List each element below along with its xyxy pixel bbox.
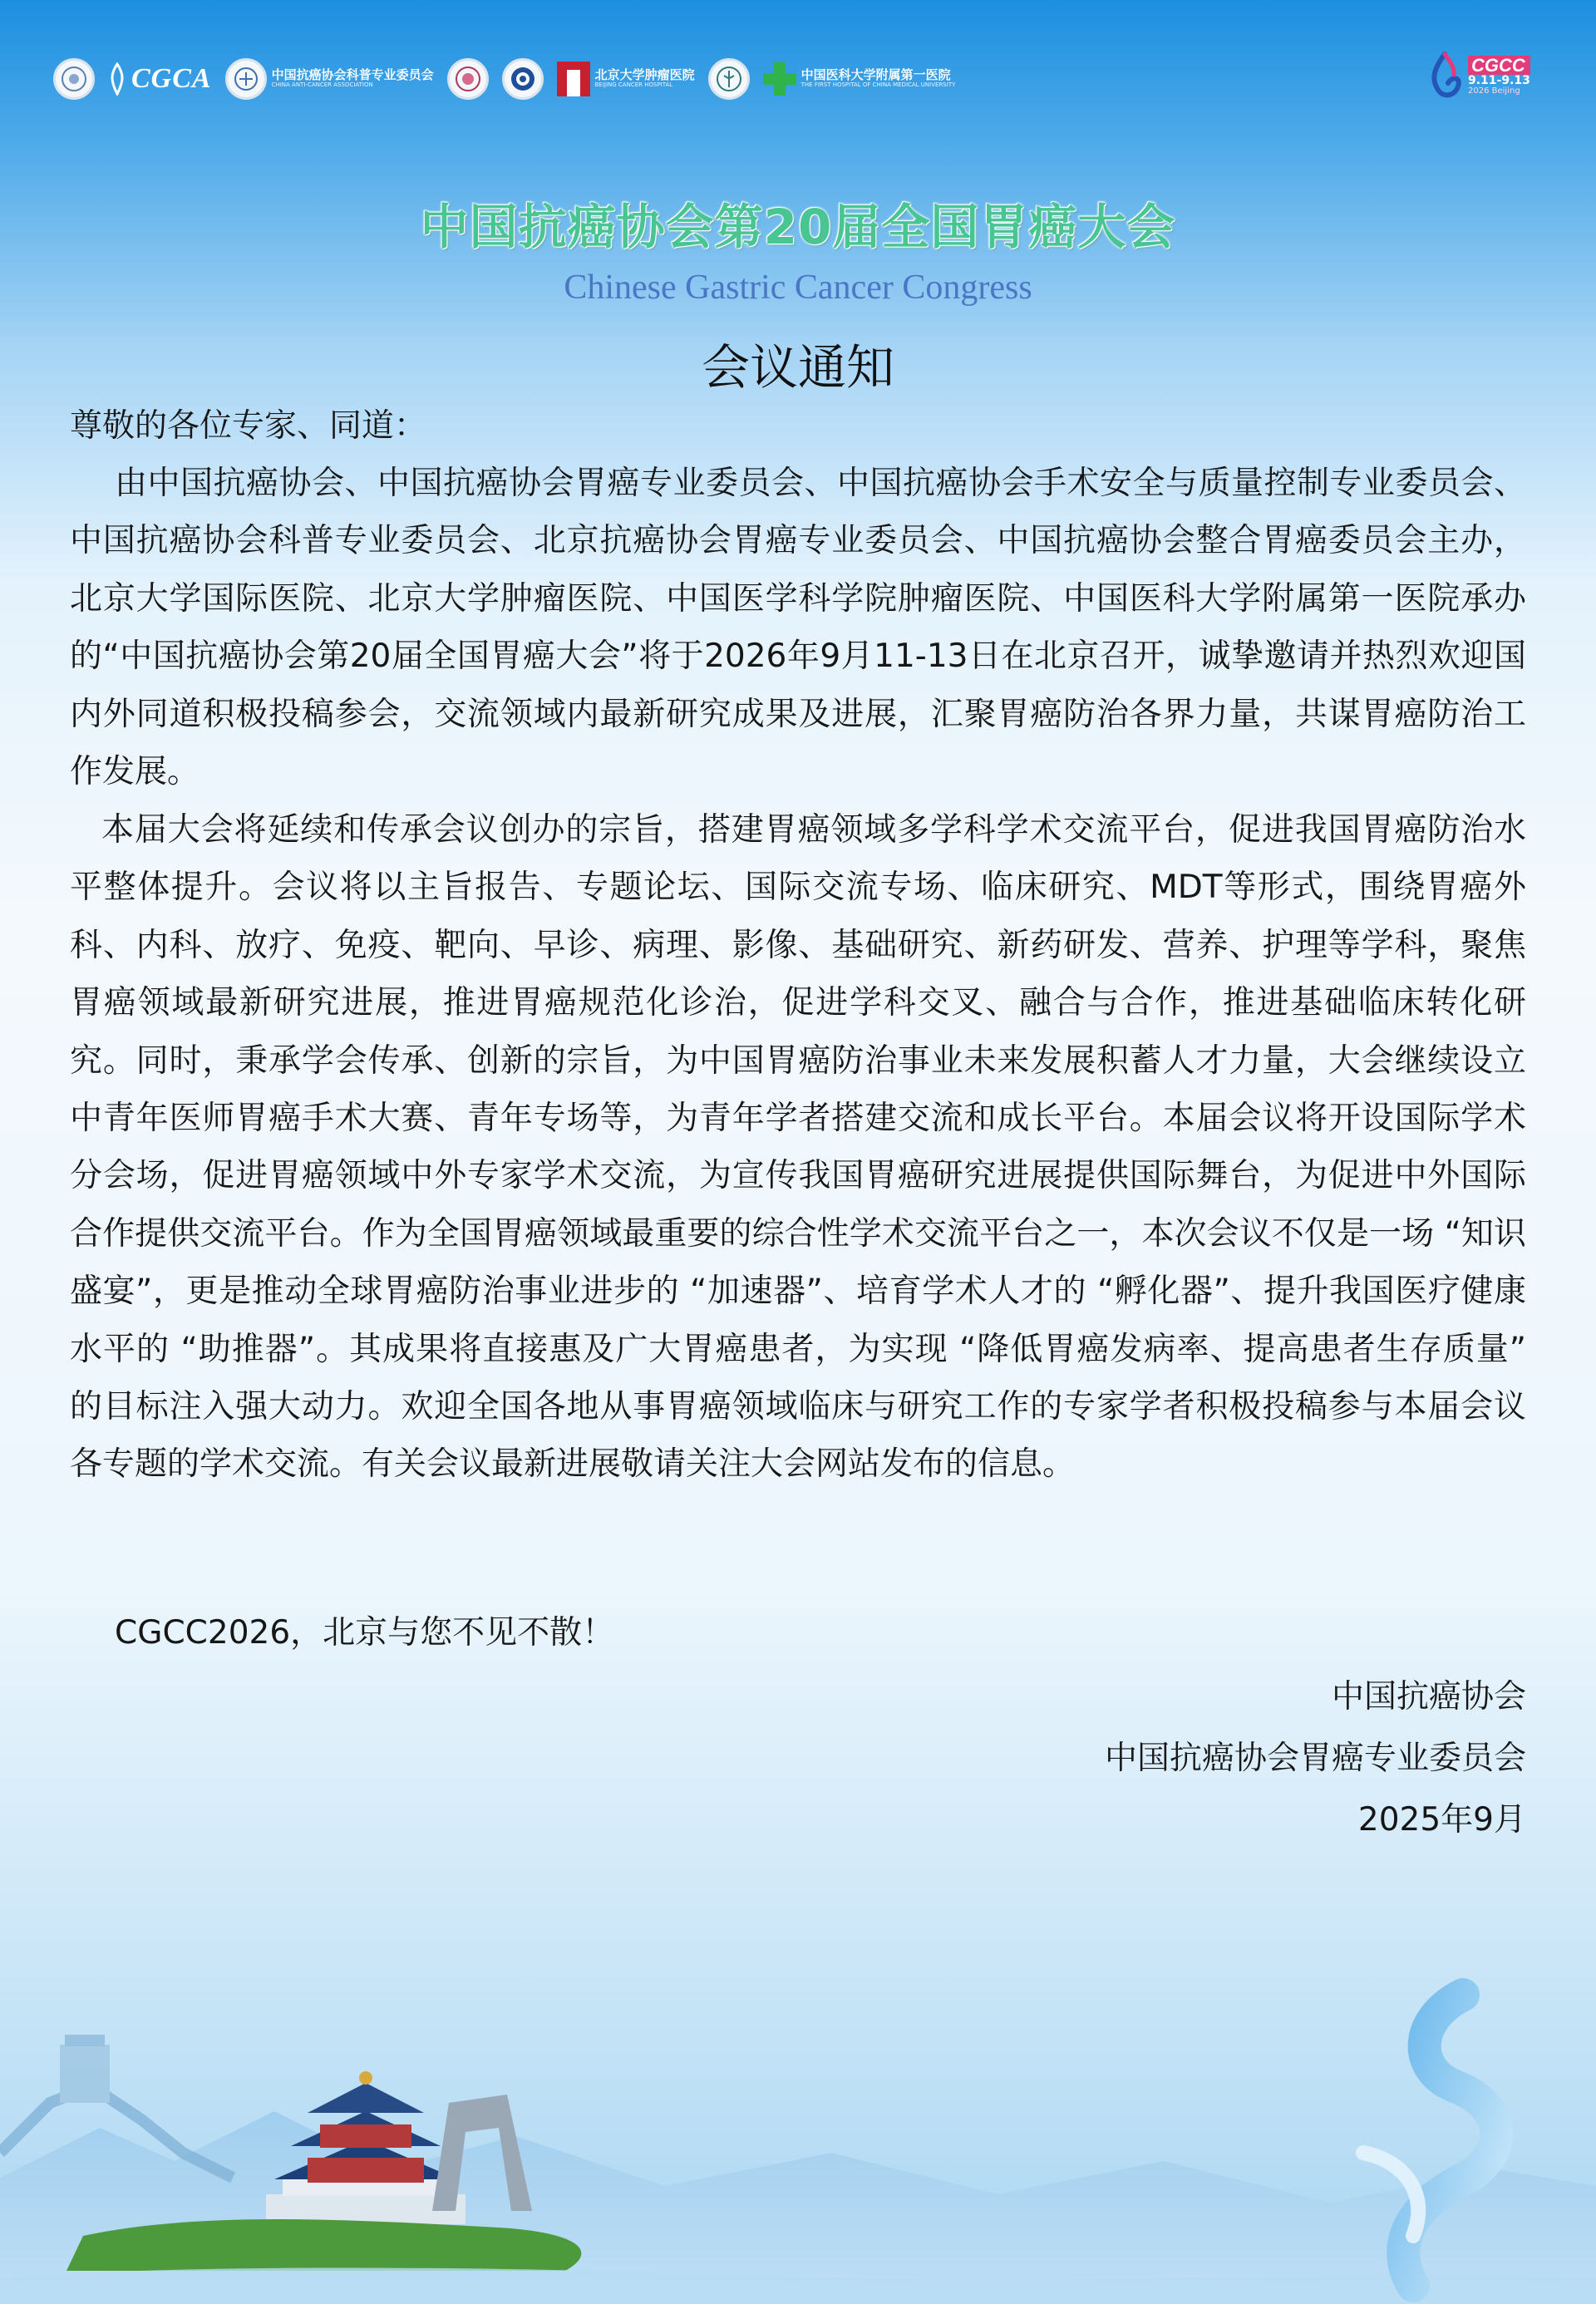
bch-cn: 北京大学肿瘤医院 [594,67,695,83]
cgcc-dates: 9.11-9.13 [1468,73,1530,87]
beijing-landmarks-illustration [0,1962,1596,2304]
paragraph-2: 本届大会将延续和传承会议创办的宗旨，搭建胃癌领域多学科学术交流平台，促进我国胃癌防治水平整体提升。会议将以主旨报告、专题论坛、国际交流专场、临床研究、MDT等形式，围绕胃癌外科、内科、放疗、免疫、靶向、早诊、病理、影像、基础研究、新药研发、营养、护理等学科，聚焦胃癌领域最新研究进展，推进胃癌规范化诊治，促进学科交叉、融合与合作，推进基础临床转化研究。同时，秉承学会传承、创新的宗旨，为中国胃癌防治事业未来发展积蓄人才力量，大会继续设立中青年医师胃癌手术大赛、青年专场等，为青年学者搭建交流和成长平台。本届会议将开设国际学术分会场，促进胃癌领域中外专家学术交流，为宣传我国胃癌研究进展提供国际舞台，为促进中外国际合作提供交流平台。作为全国胃癌领域最重要的综合性学术交流平台之一，本次会议不仅是一场 “知识盛宴”，更是推动全球胃癌防治事业进步的 “加速器”、培育学术人才的 “孵化器”、提升我国医疗健康水平的 “助推器”。其成果将直接惠及广大胃癌患者，为实现 “降低胃癌发病率、提高患者生存质量” 的目标注入强大动力。欢迎全国各地从事胃癌领域临床与研究工作的专家学者积极投稿参与本届会议各专题的学术交流。有关会议最新进展敬请关注大会网站发布的信息。 [70,811,1526,1484]
congress-title-en: Chinese Gastric Cancer Congress [564,268,1032,307]
bch-en: BEIJING CANCER HOSPITAL [594,81,673,89]
signature-org-1: 中国抗癌协会 [1331,1678,1526,1716]
cgca-wordmark: CGCA [131,63,212,94]
anti-cancer-assoc-en: CHINA ANTI-CANCER ASSOCIATION [271,81,373,89]
cgca-logo [108,62,212,96]
cmu-cn: 中国医科大学附属第一医院 [800,67,951,83]
beijing-cancer-hospital-logo [557,62,695,96]
signature-date: 2025年9月 [1357,1801,1526,1839]
seal-logo-2 [447,58,489,100]
cgcc-drop-icon [1426,52,1463,100]
organizer-logo-strip [53,52,955,106]
cgcc-corner-logo [1426,47,1543,105]
salutation: 尊敬的各位专家、同道： [70,407,427,445]
notice-heading: 会议通知 [701,339,894,396]
anti-cancer-assoc-logo [225,58,434,100]
seal-logo-1 [53,58,95,100]
cgcc-brand: CGCC [1468,56,1530,75]
anti-cancer-assoc-cn: 中国抗癌协会科普专业委员会 [271,67,434,83]
cmu-first-hospital-logo [763,62,956,96]
paragraph-1: 由中国抗癌协会、中国抗癌协会胃癌专业委员会、中国抗癌协会手术安全与质量控制专业委员会、中国抗癌协会科普专业委员会、北京抗癌协会胃癌专业委员会、中国抗癌协会整合胃癌委员会主办，北京大学国际医院、北京大学肿瘤医院、中国医学科学院肿瘤医院、中国医科大学附属第一医院承办的“中国抗癌协会第20届全国胃癌大会”将于2026年9月11-13日在北京召开，诚挚邀请并热烈欢迎国内外同道积极投稿参会，交流领域内最新研究成果及进展，汇聚胃癌防治各界力量，共谋胃癌防治工作发展。 [70,465,1526,791]
seal-logo-4 [708,58,750,100]
bch-mark-icon [557,62,590,96]
cgcc-year: 2026 Beijing [1468,86,1520,96]
green-cross-icon [763,62,796,96]
seal-logo-3 [502,58,544,100]
paragraph-3: CGCC2026，北京与您不见不散！ [115,1614,615,1652]
cmu-en: THE FIRST HOSPITAL OF CHINA MEDICAL UNIVERSITY [800,81,956,89]
signature-org-2: 中国抗癌协会胃癌专业委员会 [1104,1740,1526,1777]
congress-title-cn: 中国抗癌协会第20届全国胃癌大会 [420,199,1176,255]
